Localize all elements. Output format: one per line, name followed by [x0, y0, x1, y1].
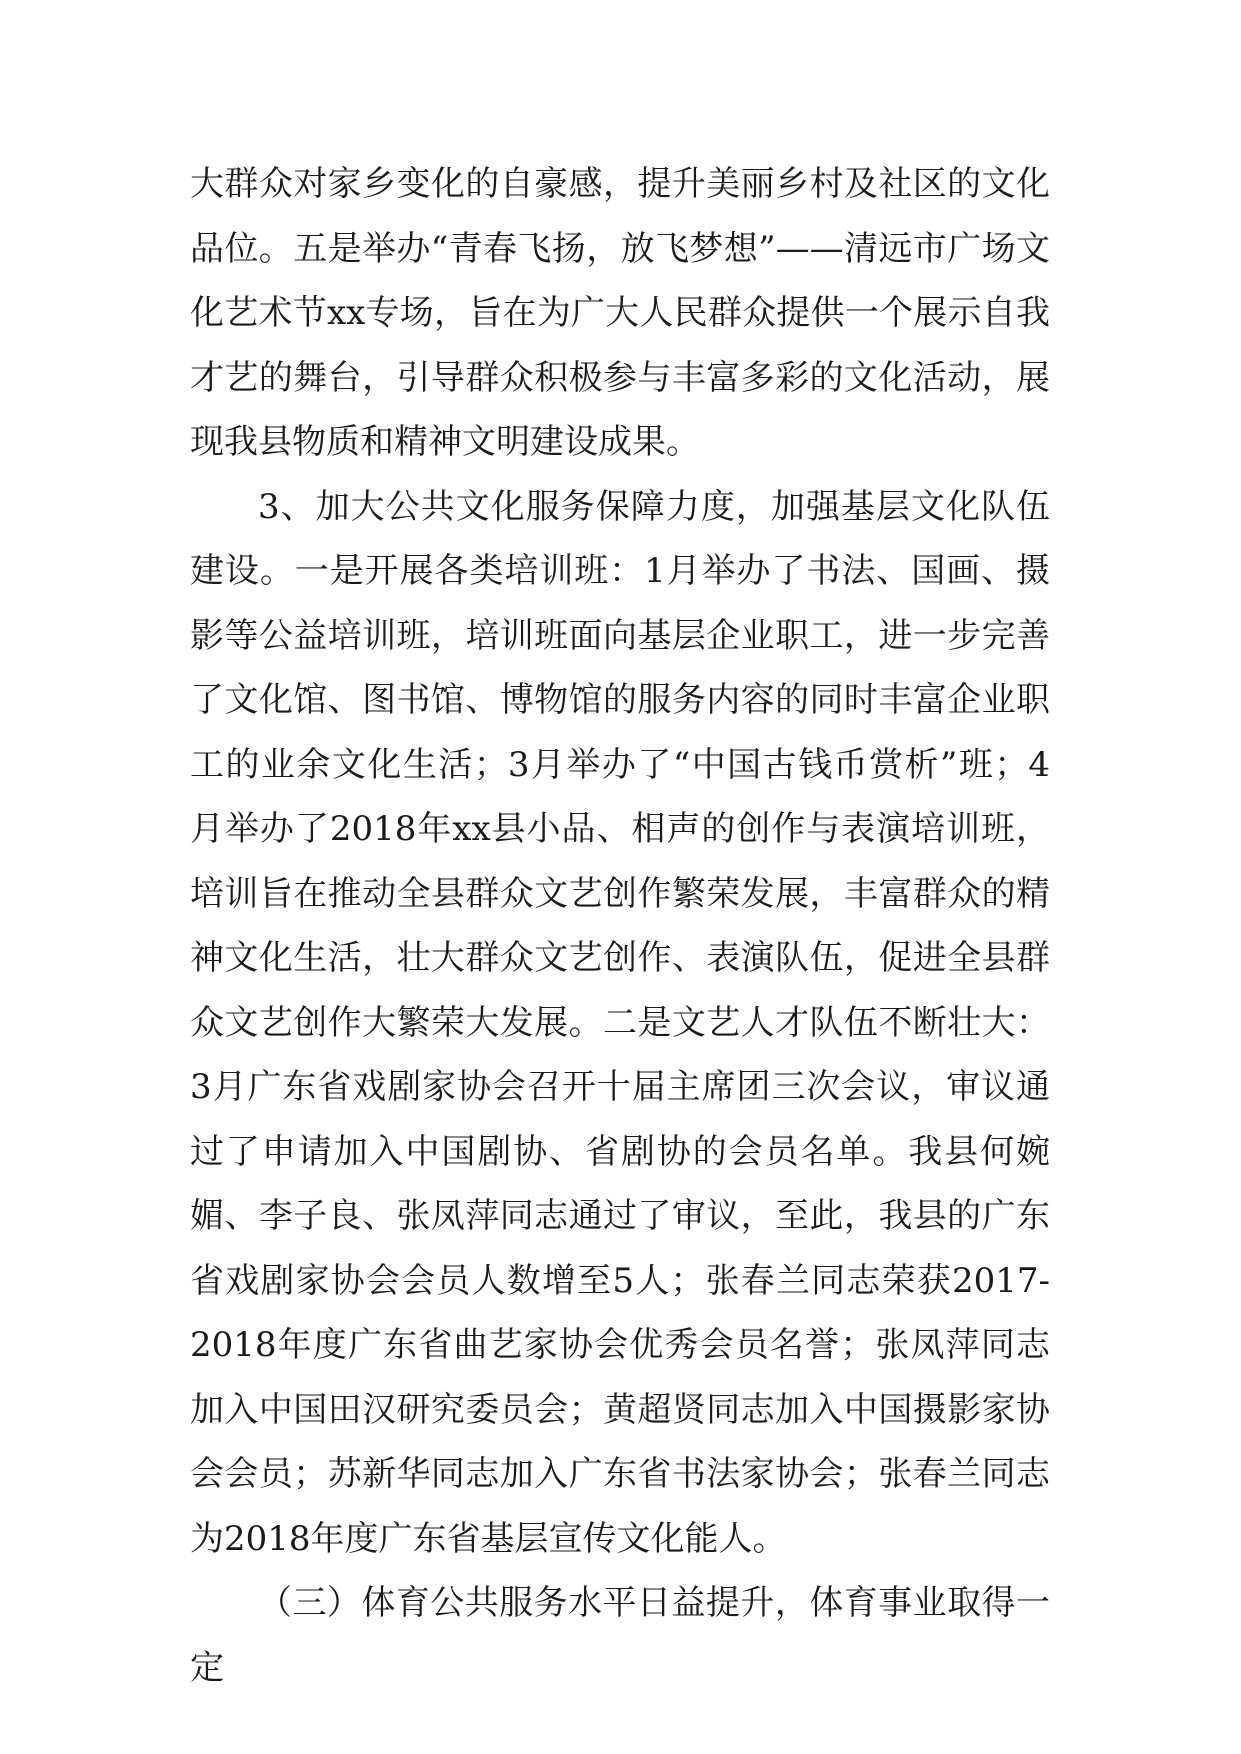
document-body	[190, 152, 1050, 1700]
paragraph-section-3: 3、加大公共文化服务保障力度，加强基层文化队伍建设。一是开展各类培训班：1月举办了书法、国画、摄影等公益培训班，培训班面向基层企业职工，进一步完善了文化馆、图书馆、博物馆的服务内容的同时丰富企业职工的业余文化生活；3月举办了“中国古钱币赏析”班；4月举办了2018年xx县小品、相声的创作与表演培训班，培训旨在推动全县群众文艺创作繁荣发展，丰富群众的精神文化生活，壮大群众文艺创作、表演队伍，促进全县群众文艺创作大繁荣大发展。二是文艺人才队伍不断壮大：3月广东省戏剧家协会召开十届主席团三次会议，审议通过了申请加入中国剧协、省剧协的会员名单。我县何婉媚、李子良、张凤萍同志通过了审议，至此，我县的广东省戏剧家协会会员人数增至5人；张春兰同志荣获2017-2018年度广东省曲艺家协会优秀会员名誉；张凤萍同志加入中国田汉研究委员会；黄超贤同志加入中国摄影家协会会员；苏新华同志加入广东省书法家协会；张春兰同志为2018年度广东省基层宣传文化能人。	[190, 486, 1050, 1559]
paragraph-continuation: 大群众对家乡变化的自豪感，提升美丽乡村及社区的文化品位。五是举办“青春飞扬，放飞梦想”——清远市广场文化艺术节xx专场，旨在为广大人民群众提供一个展示自我才艺的舞台，引导群众积极参与丰富多彩的文化活动，展现我县物质和精神文明建设成果。	[190, 164, 1050, 462]
paragraph-heading-sports: （三）体育公共服务水平日益提升，体育事业取得一定	[190, 1583, 1050, 1688]
